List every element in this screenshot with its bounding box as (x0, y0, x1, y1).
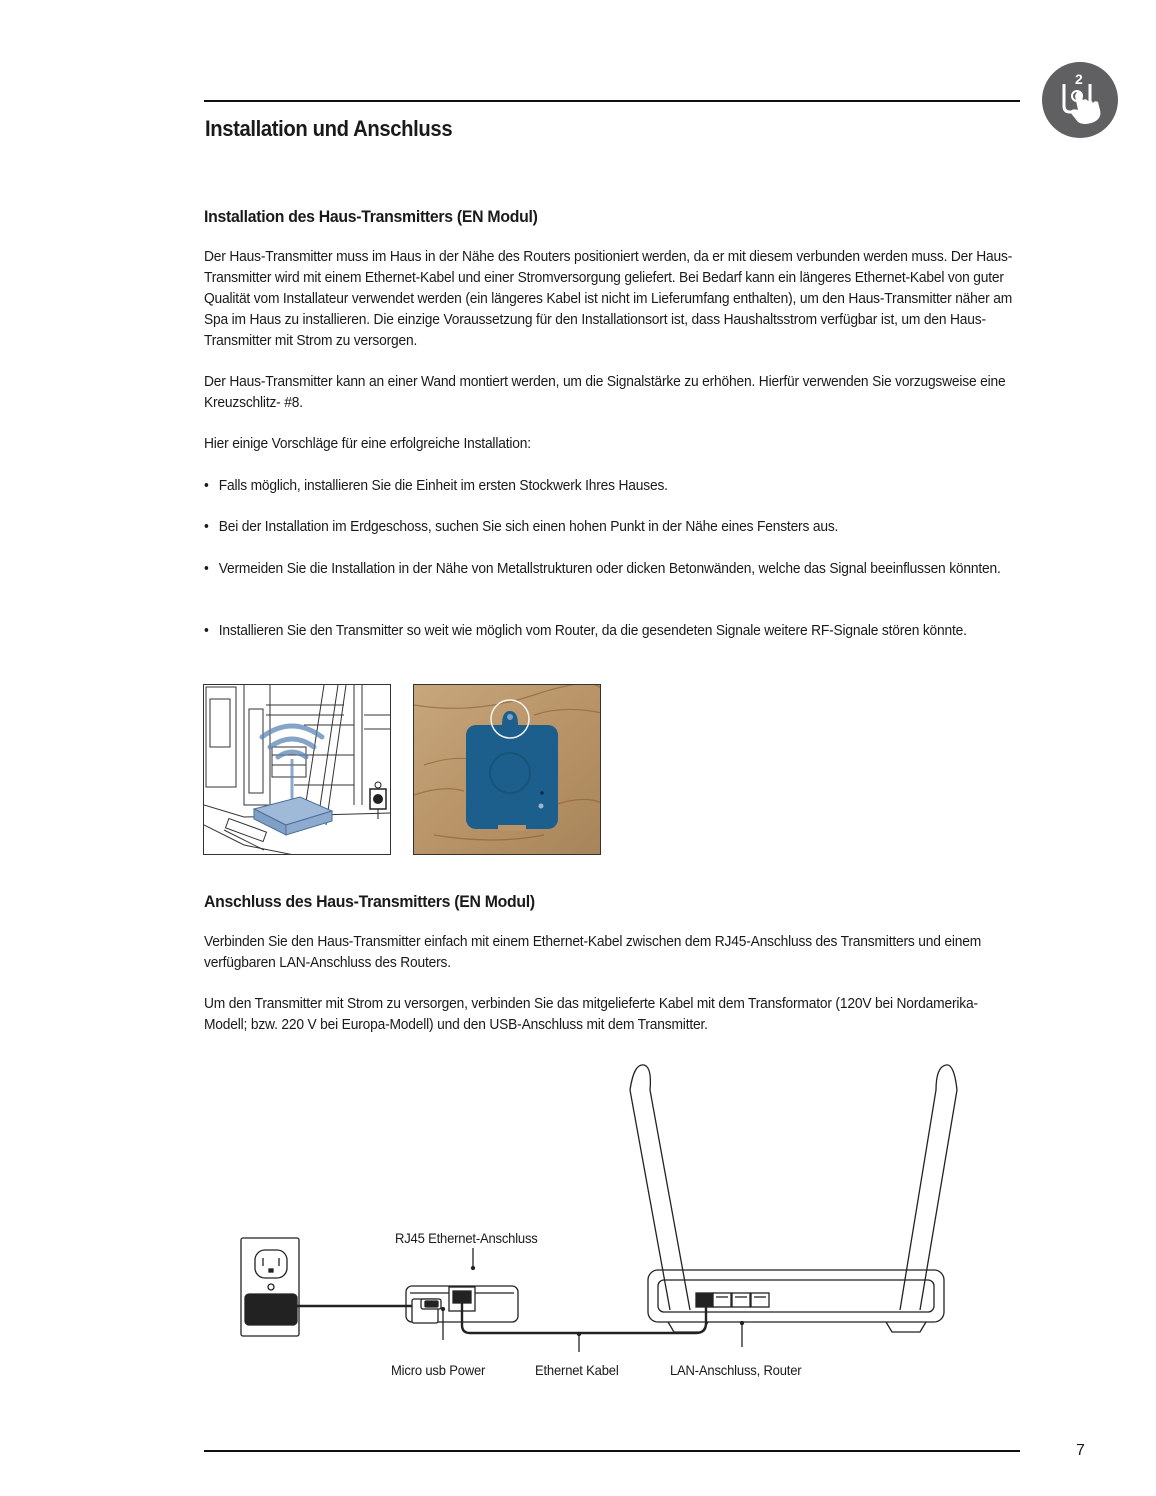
bullet-icon: • (204, 622, 209, 639)
list-item: • Bei der Installation im Erdgeschoss, suchen Sie sich einen hohen Punkt in der Nähe eines Fensters aus. (204, 518, 839, 535)
transmitter-device (466, 711, 558, 831)
room-illustration (203, 684, 391, 855)
rj45-port-label: RJ45 Ethernet-Anschluss (395, 1230, 538, 1246)
hand-tap-step-icon (1042, 62, 1118, 138)
bullet-icon: • (204, 518, 209, 535)
usb-power-label: Micro usb Power (391, 1362, 486, 1378)
paragraph: Der Haus-Transmitter muss im Haus in der Nähe des Routers positioniert werden, da er mit diesem verbunden werden muss. Der Haus-Transmitter wird mit einem Ethernet-Kabel und einer Stromversorgung geliefert. Bei Bedarf kann ein längeres Ethernet-Kabel von guter Qualität vom Installateur verwendet werden (ein längeres Kabel ist nicht im Lieferumfang enthalten), um den Haus-Transmitter näher am Spa im Haus zu installieren. Die einzige Voraussetzung für den Installationsort ist, dass Haushaltsstrom verfügbar ist, um den Haus-Transmitter mit Strom zu versorgen. (204, 248, 1013, 349)
router-device (630, 1065, 957, 1332)
header-rule (204, 100, 1020, 102)
paragraph: Um den Transmitter mit Strom zu versorgen, verbinden Sie das mitgelieferte Kabel mit dem Transformator (120V bei Nordamerika-Modell; bzw. 220 V bei Europa-Modell) und den USB-Anschluss mit dem Transmitter. (204, 995, 978, 1033)
paragraph: Hier einige Vorschläge für eine erfolgreiche Installation: (204, 435, 531, 452)
svg-text:2: 2 (1075, 71, 1083, 87)
wall-mount-photo (413, 684, 601, 855)
ethernet-cable-label: Ethernet Kabel (535, 1362, 619, 1378)
paragraph: Der Haus-Transmitter kann an einer Wand montiert werden, um die Signalstärke zu erhöhen. Hierfür verwenden Sie vorzugsweise eine Kreuzschlitz- #8. (204, 373, 1006, 411)
list-item: • Falls möglich, installieren Sie die Einheit im ersten Stockwerk Ihres Hauses. (204, 477, 668, 494)
footer-rule (204, 1450, 1020, 1452)
list-item: • Installieren Sie den Transmitter so weit wie möglich vom Router, da die gesendeten Signale weitere RF-Signale stören könnte. (204, 622, 967, 639)
connection-diagram (230, 1055, 990, 1395)
wall-outlet-icon (241, 1238, 299, 1336)
bullet-icon: • (204, 477, 209, 494)
list-item: • Vermeiden Sie die Installation in der Nähe von Metallstrukturen oder dicken Betonwänden, welche das Signal beeinflussen könnten. (204, 560, 1001, 577)
paragraph: Verbinden Sie den Haus-Transmitter einfach mit einem Ethernet-Kabel zwischen dem RJ45-Anschluss des Transmitters und einem verfügbaren LAN-Anschluss des Routers. (204, 933, 982, 971)
lan-port-label: LAN-Anschluss, Router (670, 1362, 802, 1378)
page-number: 7 (1076, 1442, 1085, 1459)
bullet-icon: • (204, 560, 209, 577)
section-heading-connection: Anschluss des Haus-Transmitters (EN Modul) (204, 892, 535, 911)
section-heading-installation: Installation des Haus-Transmitters (EN Modul) (204, 207, 538, 226)
page-title: Installation und Anschluss (205, 116, 453, 141)
